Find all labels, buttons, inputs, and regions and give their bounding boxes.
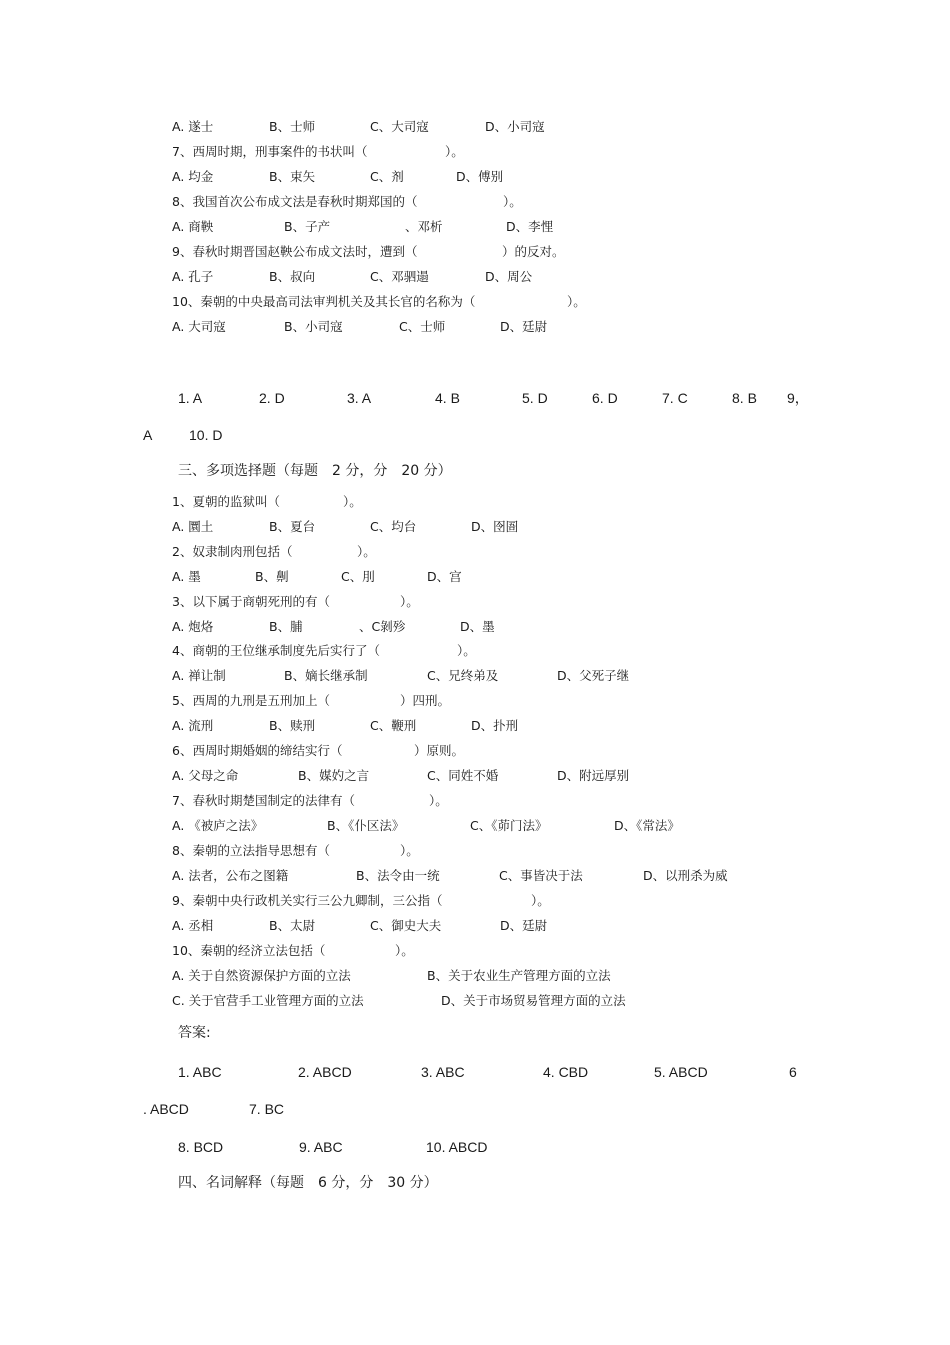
option-b: B、《仆区法》 [327, 818, 405, 833]
question-tail: ）。 [400, 594, 419, 609]
part3-answer-9: 9. ABC [299, 1139, 343, 1155]
option-d: D、傅别 [456, 169, 504, 184]
part2-answer-7: 7. C [662, 390, 688, 406]
option-b: B、脯 [269, 619, 303, 634]
part2-answer-3: 3. A [347, 390, 372, 406]
part3-answer-4: 4. CBD [543, 1064, 589, 1080]
option-b: B、夏台 [269, 519, 316, 534]
option-b: B、士师 [269, 119, 316, 134]
part3-answer-7: 7. BC [249, 1101, 285, 1117]
option-b: B、媒妁之言 [298, 768, 370, 783]
option-c: C、鞭刑 [370, 718, 417, 733]
part2-answer-8: 8. B [732, 390, 757, 406]
option-a: A. 大司寇 [172, 319, 226, 334]
option-d: D、墨 [460, 619, 495, 634]
answer-label: 答案: [178, 1025, 211, 1041]
question-stem: 2、奴隶制肉刑包括（ [172, 544, 293, 559]
part3-answer-1: 1. ABC [178, 1064, 222, 1080]
option-c: C、邓驷遢 [370, 269, 429, 284]
option-b: B、束矢 [269, 169, 316, 184]
option-d: D、以刑杀为威 [643, 868, 728, 883]
option-d: D、关于市场贸易管理方面的立法 [441, 993, 626, 1008]
section-heading-term-definitions: 四、名词解释（每题 6 分，分 30 分） [178, 1175, 438, 1191]
part2-answer-2: 2. D [259, 390, 285, 406]
option-c: C、事皆决于法 [499, 868, 583, 883]
option-b: B、叔向 [269, 269, 316, 284]
part3-answer-6-value: . ABCD [143, 1101, 189, 1117]
option-d: D、小司寇 [485, 119, 545, 134]
question-stem: 1、夏朝的监狱叫（ [172, 494, 280, 509]
option-d: D、父死子继 [557, 668, 630, 683]
option-c: C、同姓不婚 [427, 768, 499, 783]
part2-answer-5: 5. D [522, 390, 548, 406]
option-d: D、《常法》 [614, 818, 680, 833]
option-a: A. 炮烙 [172, 619, 214, 634]
option-a: A. 孔子 [172, 269, 214, 284]
question-stem: 10、秦朝的中央最高司法审判机关及其长官的名称为（ [172, 294, 476, 309]
option-b: B、子产 [284, 219, 331, 234]
option-a: A. 流刑 [172, 718, 214, 733]
option-b: B、关于农业生产管理方面的立法 [427, 968, 611, 983]
part3-answer-6: 6 [789, 1064, 797, 1080]
part3-answer-2: 2. ABCD [298, 1064, 352, 1080]
option-a: A. 圜土 [172, 519, 214, 534]
question-stem: 3、以下属于商朝死刑的有（ [172, 594, 330, 609]
question-tail: ）。 [400, 843, 419, 858]
question-tail: ）。 [531, 893, 550, 908]
part3-answer-8: 8. BCD [178, 1139, 224, 1155]
question-stem: 6、西周时期婚姻的缔结实行（ [172, 743, 343, 758]
question-stem: 9、秦朝中央行政机关实行三公九卿制，三公指（ [172, 893, 443, 908]
option-b: B、赎刑 [269, 718, 316, 733]
part2-answer-9: 9， [787, 390, 809, 406]
part2-answer-6: 6. D [592, 390, 618, 406]
question-tail: ）。 [567, 294, 586, 309]
option-c: C、剂 [370, 169, 404, 184]
option-c: C、均台 [370, 519, 417, 534]
option-a: A. 均金 [172, 169, 214, 184]
question-stem: 9、春秋时期晋国赵鞅公布成文法时，遭到（ [172, 244, 418, 259]
option-a: A. 丞相 [172, 918, 214, 933]
option-b: B、法令由一统 [356, 868, 440, 883]
question-tail: ）原则。 [414, 743, 465, 758]
option-c: C、《茆门法》 [470, 818, 548, 833]
question-stem: 7、春秋时期楚国制定的法律有（ [172, 793, 355, 808]
question-tail: ）。 [445, 144, 464, 159]
option-a: A. 法者，公布之图籍 [172, 868, 289, 883]
question-stem: 4、商朝的王位继承制度先后实行了（ [172, 643, 380, 658]
option-d: D、附远厚别 [557, 768, 630, 783]
option-d: D、周公 [485, 269, 533, 284]
option-d: D、囹圄 [471, 519, 519, 534]
question-stem: 7、西周时期，刑事案件的书状叫（ [172, 144, 368, 159]
option-b: B、太尉 [269, 918, 316, 933]
option-a: A. 禅让制 [172, 668, 226, 683]
option-c: C. 关于官营手工业管理方面的立法 [172, 993, 364, 1008]
question-tail: ）。 [457, 643, 476, 658]
option-c: C、士师 [399, 319, 446, 334]
option-c: C、大司寇 [370, 119, 429, 134]
part2-answer-9-value: A [143, 427, 153, 443]
option-a: A. 遂士 [172, 119, 214, 134]
option-a: A. 父母之命 [172, 768, 239, 783]
option-c: C、刖 [341, 569, 375, 584]
question-tail: ）的反对。 [502, 244, 565, 259]
question-stem: 10、秦朝的经济立法包括（ [172, 943, 326, 958]
part3-answer-10: 10. ABCD [426, 1139, 488, 1155]
option-b: B、劓 [255, 569, 289, 584]
option-d: D、宫 [427, 569, 462, 584]
option-a: A. 关于自然资源保护方面的立法 [172, 968, 351, 983]
option-b: B、小司寇 [284, 319, 343, 334]
question-tail: ）。 [429, 793, 448, 808]
question-stem: 8、秦朝的立法指导思想有（ [172, 843, 330, 858]
option-d: D、廷尉 [500, 918, 548, 933]
question-stem: 5、西周的九刑是五刑加上（ [172, 693, 330, 708]
question-tail: ）。 [357, 544, 376, 559]
option-a: A. 《被庐之法》 [172, 818, 264, 833]
option-a: A. 商鞅 [172, 219, 214, 234]
option-d: D、扑刑 [471, 718, 519, 733]
part2-answer-1: 1. A [178, 390, 203, 406]
question-tail: ）。 [395, 943, 414, 958]
question-tail: ）。 [343, 494, 362, 509]
part3-answer-3: 3. ABC [421, 1064, 465, 1080]
part2-answer-10: 10. D [189, 427, 223, 443]
option-c: C、御史大夫 [370, 918, 442, 933]
option-d: D、廷尉 [500, 319, 548, 334]
option-c: 、C剝殄 [359, 619, 406, 634]
option-c: C、兄终弟及 [427, 668, 499, 683]
option-a: A. 墨 [172, 569, 201, 584]
question-stem: 8、我国首次公布成文法是春秋时期郑国的（ [172, 194, 418, 209]
part2-answer-4: 4. B [435, 390, 460, 406]
part3-answer-5: 5. ABCD [654, 1064, 708, 1080]
section-heading-multiple-choice: 三、多项选择题（每题 2 分，分 20 分） [178, 463, 452, 479]
question-tail: ）。 [503, 194, 522, 209]
option-c: 、邓析 [405, 219, 443, 234]
question-tail: ）四刑。 [400, 693, 451, 708]
option-b: B、嫡长继承制 [284, 668, 368, 683]
option-d: D、李悝 [506, 219, 554, 234]
